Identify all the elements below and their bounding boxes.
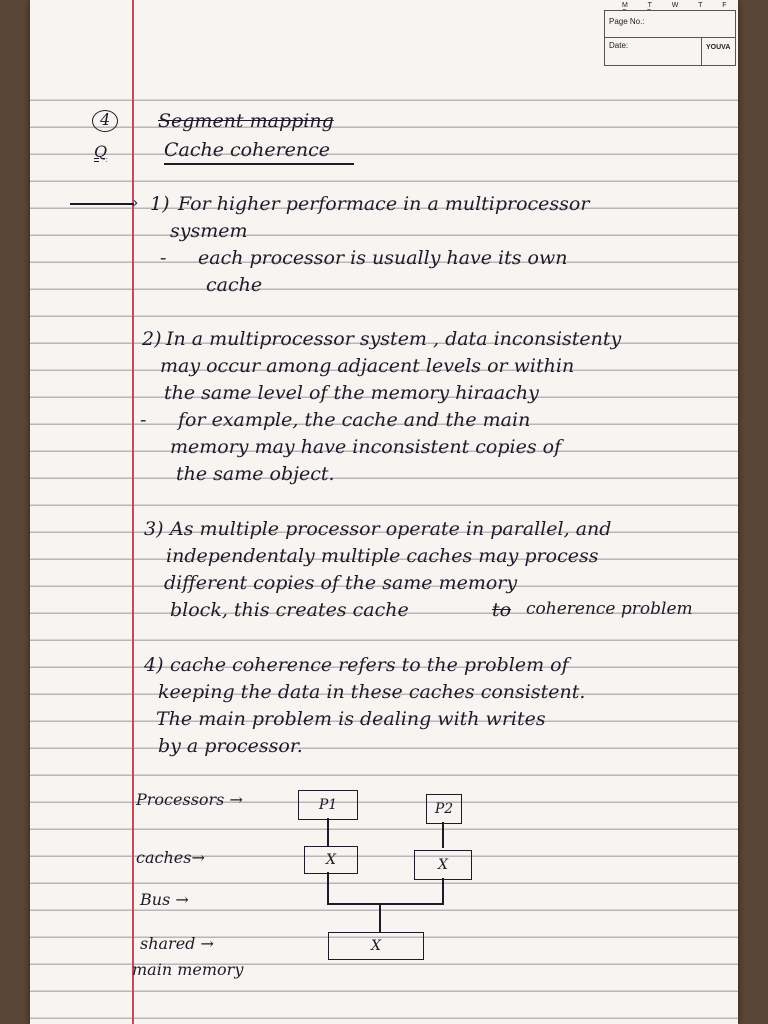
point-3-line-4-end: coherence problem [526,599,693,619]
heading-struck: Segment mapping [158,110,334,132]
page-header-box [604,10,736,66]
point-3-line-1: As multiple processor operate in parallel, and [170,518,612,540]
point-3-line-3: different copies of the same memory [164,572,518,594]
question-number: 4 [100,110,111,129]
p1-to-cache-link [327,818,329,846]
page-no-label: Page No.: [609,17,645,26]
diagram-caches-label: caches→ [136,848,205,867]
point-3-struck-word: to [492,599,512,621]
point-2-line-1: In a multiprocessor system , data inconsistenty [166,328,622,350]
question-q-marker: Q [94,142,108,161]
diagram-bus-label: Bus → [140,890,189,909]
point-4-line-1: cache coherence refers to the problem of [170,654,569,676]
arrow-head: › [132,193,139,212]
heading-title: Cache coherence [164,139,331,161]
cache-2-to-bus-link [442,878,444,904]
system-bus-line [327,903,444,905]
point-2-number: 2) [142,328,162,350]
cache-1-box: X [304,846,358,874]
heading-underline [164,163,354,165]
notebook-page [30,0,738,1024]
margin-line [132,0,134,1024]
point-4-line-2: keeping the data in these caches consistent. [158,681,586,703]
point-2-dash: - [140,409,147,431]
p2-to-cache-link [442,822,444,848]
point-1-number: 1) [150,193,170,215]
point-4-line-3: The main problem is dealing with writes [156,708,546,730]
diagram-memory-label: main memory [132,960,244,979]
point-4-number: 4) [144,654,164,676]
point-2-line-2: may occur among adjacent levels or within [160,355,575,377]
weekday-strip: M T W T F [622,2,736,9]
point-1-line-2: sysmem [170,220,248,242]
point-3-line-4: block, this creates cache [170,599,409,621]
diagram-shared-label: shared → [140,934,214,953]
point-4-line-4: by a processor. [158,735,303,757]
point-3-number: 3) [144,518,164,540]
processor-p2-box: P2 [426,794,462,824]
point-3-line-2: independentaly multiple caches may process [166,545,599,567]
arrow-shaft [70,203,134,205]
point-2-line-5: memory may have inconsistent copies of [170,436,562,458]
shared-memory-box: X [328,932,424,960]
cache-2-box: X [414,850,472,880]
header-vertical-divider [701,37,702,65]
point-1-line-4: cache [206,274,263,296]
processor-p1-box: P1 [298,790,358,820]
diagram-processors-label: Processors → [136,790,243,809]
point-1-line-3: each processor is usually have its own [198,247,568,269]
brand-logo-text: YOUVA [706,44,731,51]
point-2-line-6: the same object. [176,463,335,485]
cache-1-to-bus-link [327,872,329,904]
point-1-dash: - [160,247,167,269]
point-2-line-3: the same level of the memory hiraachy [164,382,539,404]
bus-to-memory-link [379,903,381,933]
point-2-line-4: for example, the cache and the main [178,409,531,431]
point-1-line-1: For higher performace in a multiprocessor [178,193,590,215]
date-label: Date: [609,41,629,50]
header-divider [605,37,735,38]
